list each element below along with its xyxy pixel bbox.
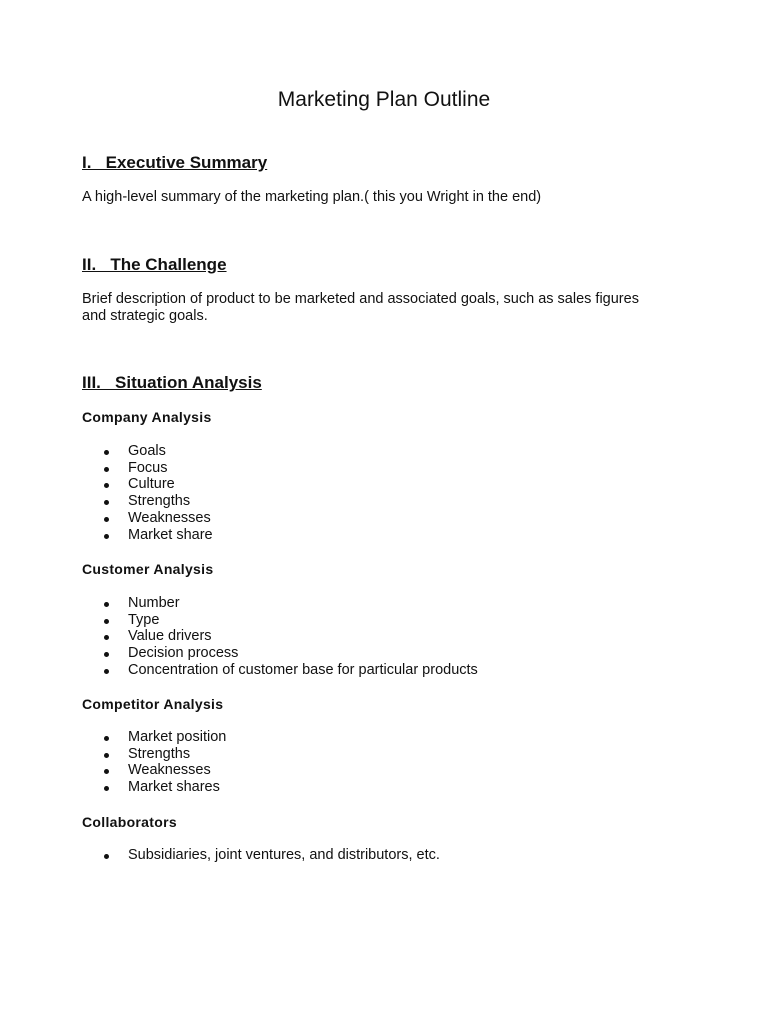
- bullet-icon: [104, 483, 109, 488]
- list-item-label: Market position: [128, 729, 227, 745]
- list-item: [100, 746, 226, 763]
- bullet-icon: [104, 467, 109, 472]
- list-item-label: Number: [128, 595, 180, 611]
- bullet-icon: [104, 602, 109, 607]
- bullet-icon: [104, 753, 109, 758]
- list-item-label: Strengths: [128, 493, 191, 510]
- bullet-icon: [104, 652, 109, 657]
- challenge-text: Brief description of product to be marketed and associated goals, such as sales figures and strategic goals.: [82, 291, 639, 324]
- bullet-icon: [104, 786, 109, 791]
- bullet-icon: [104, 736, 109, 741]
- heading-executive-summary: I. Executive Summary: [82, 153, 268, 172]
- bullet-icon: [104, 450, 109, 455]
- list-item: [100, 628, 478, 645]
- list-item-label: Decision process: [128, 645, 239, 662]
- list-item: [100, 476, 213, 493]
- bullet-icon: [104, 500, 109, 505]
- bullet-icon: [104, 669, 109, 674]
- list-item: [100, 645, 478, 662]
- bullet-icon: [104, 854, 109, 859]
- subheading-collaborators: Collaborators: [82, 814, 177, 830]
- competitor-analysis-list: [100, 729, 226, 796]
- bullet-icon: [104, 534, 109, 539]
- list-item: [100, 729, 226, 746]
- list-item-label: Subsidiaries, joint ventures, and distributors, etc.: [128, 847, 440, 863]
- list-item: [100, 762, 226, 779]
- bullet-icon: [104, 517, 109, 522]
- document-title: Marketing Plan Outline: [277, 88, 491, 111]
- list-item: [100, 493, 213, 510]
- list-item: [100, 443, 213, 460]
- customer-analysis-list: [100, 595, 478, 679]
- list-item-label: Strengths: [128, 745, 191, 762]
- list-item-label: Goals: [128, 443, 166, 459]
- heading-the-challenge: II. The Challenge: [82, 255, 227, 274]
- subheading-competitor-analysis: Competitor Analysis: [82, 696, 224, 712]
- list-item: [100, 779, 226, 796]
- list-item-label: Market share: [128, 526, 213, 543]
- list-item-label: Market shares: [128, 779, 220, 796]
- list-item: [100, 510, 213, 527]
- subheading-company-analysis: Company Analysis: [82, 409, 212, 425]
- company-analysis-list: [100, 443, 213, 543]
- list-item: [100, 460, 213, 477]
- subheading-customer-analysis: Customer Analysis: [82, 561, 214, 577]
- list-item-label: Culture: [128, 476, 175, 493]
- list-item: [100, 595, 478, 612]
- bullet-icon: [104, 769, 109, 774]
- bullet-icon: [104, 635, 109, 640]
- list-item-label: Concentration of customer base for particular products: [128, 661, 478, 678]
- heading-situation-analysis: III. Situation Analysis: [82, 373, 262, 392]
- bullet-icon: [104, 619, 109, 624]
- list-item-label: Focus: [128, 459, 168, 476]
- list-item-label: Type: [128, 611, 160, 628]
- list-item-label: Value drivers: [128, 628, 212, 645]
- list-item-label: Weaknesses: [128, 509, 211, 526]
- list-item: [100, 612, 478, 629]
- list-item: [100, 527, 213, 544]
- list-item: [100, 847, 440, 864]
- collaborators-list: [100, 847, 440, 864]
- executive-summary-text: A high-level summary of the marketing plan.( this you Wright in the end): [82, 189, 542, 205]
- list-item: [100, 662, 478, 679]
- list-item-label: Weaknesses: [128, 762, 211, 779]
